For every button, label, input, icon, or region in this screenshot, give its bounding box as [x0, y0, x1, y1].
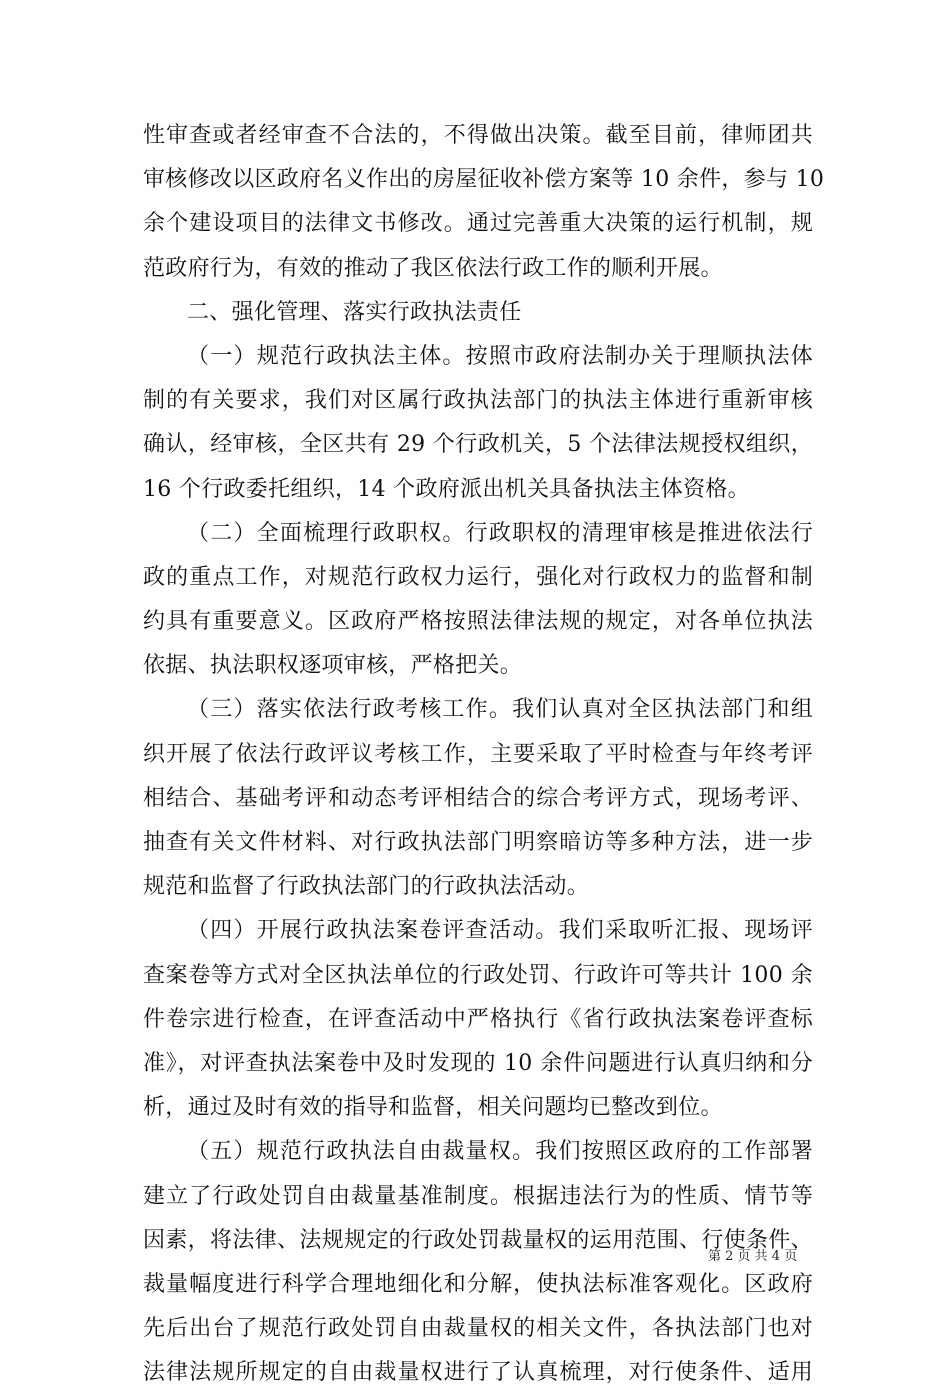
text-line: 范政府行为，有效的推动了我区依法行政工作的顺利开展。 [143, 255, 723, 281]
text-line: 准》，对评查执法案卷中及时发现的 10 余件问题进行认真归纳和分 [143, 1050, 813, 1076]
text-line: 建立了行政处罚自由裁量基准制度。根据违法行为的性质、情节等 [143, 1183, 813, 1209]
text-line: 抽查有关文件材料、对行政执法部门明察暗访等多种方法，进一步 [143, 830, 813, 855]
text-line: 因素，将法律、法规规定的行政处罚裁量权的运用范围、行使条件、 [143, 1227, 813, 1253]
page-number: 第 2 页 共 4 页 [708, 1249, 798, 1264]
text-line: 制的有关要求，我们对区属行政执法部门的执法主体进行重新审核 [143, 388, 813, 414]
text-line: 约具有重要意义。区政府严格按照法律法规的规定，对各单位执法 [143, 609, 813, 635]
text-line: 先后出台了规范行政处罚自由裁量权的相关文件，各执法部门也对 [143, 1316, 813, 1342]
text-line: 余个建设项目的法律文书修改。通过完善重大决策的运行机制，规 [143, 211, 813, 237]
text-line: 审核修改以区政府名义作出的房屋征收补偿方案等 10 余件，参与 10 [143, 167, 825, 193]
text-line: （一）规范行政执法主体。按照市政府法制办关于理顺执法体 [187, 343, 813, 369]
text-line: 性审查或者经审查不合法的，不得做出决策。截至目前，律师团共 [143, 123, 813, 148]
document-body [143, 114, 825, 1395]
text-line: 16 个行政委托组织，14 个政府派出机关具备执法主体资格。 [143, 476, 750, 502]
text-line: 查案卷等方式对全区执法单位的行政处罚、行政许可等共计 100 余 [143, 962, 813, 988]
text-line: 确认，经审核，全区共有 29 个行政机关，5 个法律法规授权组织， [143, 432, 813, 458]
text-line: 件卷宗进行检查，在评查活动中严格执行《省行政执法案卷评查标 [143, 1006, 813, 1032]
text-line: 裁量幅度进行科学合理地细化和分解，使执法标准客观化。区政府 [143, 1271, 813, 1297]
text-line: 依据、执法职权逐项审核，严格把关。 [143, 653, 523, 679]
text-line: （四）开展行政执法案卷评查活动。我们采取听汇报、现场评 [187, 918, 813, 944]
text-line: 析，通过及时有效的指导和监督，相关问题均已整改到位。 [143, 1095, 723, 1121]
text-line: 相结合、基础考评和动态考评相结合的综合考评方式，现场考评、 [143, 785, 813, 811]
text-line: 法律法规所规定的自由裁量权进行了认真梳理，对行使条件、适用 [143, 1360, 813, 1386]
text-line: （五）规范行政执法自由裁量权。我们按照区政府的工作部署 [187, 1139, 813, 1165]
text-line: （三）落实依法行政考核工作。我们认真对全区执法部门和组 [187, 697, 813, 723]
text-line: 规范和监督了行政执法部门的行政执法活动。 [143, 874, 590, 900]
text-line: 二、强化管理、落实行政执法责任 [187, 299, 522, 325]
text-line: （二）全面梳理行政职权。行政职权的清理审核是推进依法行 [187, 520, 813, 546]
text-line: 政的重点工作，对规范行政权力运行，强化对行政权力的监督和制 [143, 564, 813, 590]
text-line: 织开展了依法行政评议考核工作，主要采取了平时检查与年终考评 [143, 741, 813, 767]
